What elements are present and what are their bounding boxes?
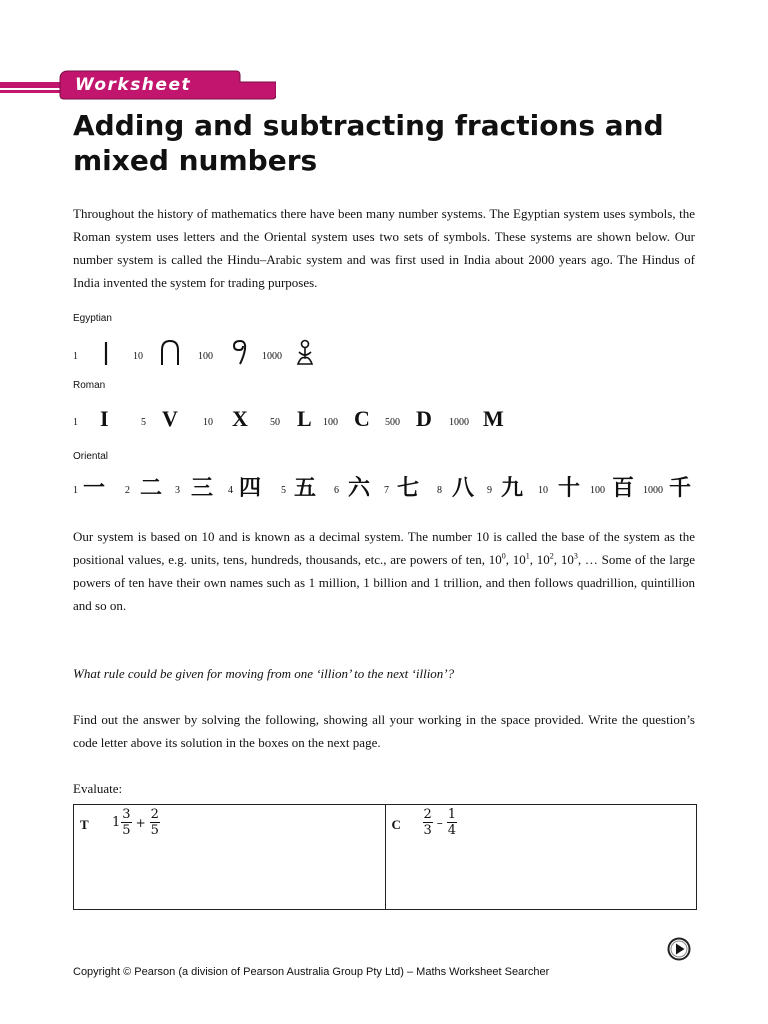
problems-table (73, 804, 697, 910)
evaluate-label: Evaluate: (73, 781, 123, 796)
fraction (121, 807, 131, 838)
oriental-value: 100 (590, 485, 605, 496)
problem-cell-t[interactable] (74, 805, 386, 910)
power-base: 10 (536, 552, 550, 567)
page-title: Adding and subtracting fractions and mixed numbers (73, 109, 664, 177)
oriental-value: 8 (437, 485, 442, 496)
next-page-button[interactable] (667, 937, 691, 961)
oriental-value: 6 (334, 485, 339, 496)
roman-row (73, 392, 723, 432)
numerator: 3 (122, 807, 131, 822)
problem-cell-c[interactable] (385, 805, 697, 910)
intro-paragraph: Throughout the history of mathematics there have been many number systems. The Egyptian system uses symbols, the Roman system uses letters and the Oriental system uses two sets of symbols. These systems are shown below. Our number system is called the Hindu–Arabic system and was first used in India about 2000 years ago. The Hindus of India invented the system for trading purposes. (73, 206, 695, 290)
egyptian-row (73, 326, 723, 366)
oriental-row (73, 460, 723, 500)
problem-expression (112, 807, 161, 838)
oriental-symbol: 八 (452, 476, 475, 501)
oriental-value: 1000 (643, 485, 663, 496)
problem-expression (422, 807, 459, 838)
roman-symbol: M (483, 406, 504, 431)
roman-value: 1000 (449, 417, 469, 428)
roman-symbol: X (232, 406, 248, 431)
oriental-symbol: 千 (669, 476, 692, 501)
oriental-value: 7 (384, 485, 389, 496)
oriental-label: Oriental (73, 451, 109, 462)
ellipsis: … (584, 552, 598, 567)
oriental-value: 10 (538, 485, 548, 496)
oriental-symbol: 六 (348, 476, 371, 501)
denominator: 4 (447, 823, 457, 838)
oriental-symbol: 七 (397, 476, 420, 501)
banner-label: Worksheet (75, 75, 192, 95)
roman-value: 5 (141, 417, 146, 428)
roman-symbol: D (416, 406, 432, 431)
egyptian-value: 1 (73, 351, 78, 362)
oriental-value: 2 (125, 485, 130, 496)
numerator: 2 (423, 807, 432, 822)
heel-bone-icon (159, 338, 181, 366)
power-base: 10 (560, 552, 574, 567)
fraction (150, 807, 160, 838)
decimal-paragraph: Our system is based on 10 and is known as a decimal system. The number 10 is called the base of the system as the positional values, e.g. units, tens, hundreds, thousands, etc., are powers of ten, $10^0$, $10^1$, $10^2$, $10^3$, … Some of the large powers of ten have their own names such as 1 million, 1 billion and 1 trillion, and then follows quadrillion, quintillion and so on. (73, 529, 696, 613)
oriental-value: 3 (175, 485, 180, 496)
egyptian-value: 100 (198, 351, 213, 362)
fraction (423, 807, 433, 838)
copyright-footer: Copyright © Pearson (a division of Pearson Australia Group Pty Ltd) – Maths Worksheet Searcher (73, 966, 550, 978)
worksheet-banner (0, 70, 276, 100)
roman-value: 50 (270, 417, 280, 428)
power-base: 10 (488, 552, 502, 567)
oriental-symbol: 一 (83, 476, 106, 501)
power-exponent: 2 (549, 551, 554, 561)
power-base: 10 (512, 552, 526, 567)
oriental-symbol: 五 (294, 476, 317, 501)
denominator: 5 (122, 823, 131, 838)
oriental-value: 1 (73, 485, 78, 496)
oriental-value: 9 (487, 485, 492, 496)
numerator: 2 (150, 807, 159, 822)
roman-symbol: C (354, 406, 370, 431)
question-text: What rule could be given for moving from one ‘illion’ to the next ‘illion’? (73, 666, 455, 681)
fraction (447, 807, 457, 838)
lotus-icon (295, 338, 315, 366)
coil-of-rope-icon (231, 338, 249, 366)
decimal-text: Our system is based on 10 and is known as a decimal system. The number 10 is called the base of the system as the positional values, e.g. units, tens, hundreds, thousands, etc., are powers of ten, (73, 529, 695, 567)
denominator: 5 (150, 823, 159, 838)
play-arrow-icon (667, 937, 691, 961)
oriental-symbol: 百 (612, 476, 635, 501)
oriental-symbol: 二 (140, 476, 163, 501)
oriental-symbol: 十 (558, 476, 581, 501)
instructions-paragraph: Find out the answer by solving the following, showing all your working in the space provided. Write the question’s code letter above its solution in the boxes on the next page. (73, 712, 695, 750)
oriental-value: 4 (228, 485, 233, 496)
stroke-icon (101, 338, 111, 366)
oriental-symbol: 三 (191, 476, 214, 501)
power-exponent: 0 (501, 551, 506, 561)
roman-label: Roman (73, 380, 106, 391)
oriental-value: 5 (281, 485, 286, 496)
decimal-text-continued: Some of the large powers of ten have their own names such as 1 million, 1 billion and 1 trillion, and then follows quadrillion, quintillion and so on. (73, 552, 696, 613)
roman-value: 100 (323, 417, 338, 428)
operator: – (436, 815, 443, 830)
roman-value: 500 (385, 417, 400, 428)
whole-number: 1 (112, 815, 121, 830)
roman-value: 1 (73, 417, 78, 428)
oriental-symbol: 四 (239, 476, 262, 501)
numerator: 1 (447, 807, 457, 822)
roman-symbol: L (297, 406, 312, 431)
egyptian-value: 10 (133, 351, 143, 362)
oriental-symbol: 九 (501, 476, 524, 501)
roman-symbol: V (162, 406, 178, 431)
roman-symbol: I (100, 406, 109, 431)
egyptian-value: 1000 (262, 351, 282, 362)
power-exponent: 1 (525, 551, 530, 561)
problem-code: C (391, 817, 401, 832)
power-exponent: 3 (573, 551, 578, 561)
operator: + (135, 815, 146, 830)
denominator: 3 (423, 823, 432, 838)
problem-code: T (80, 817, 89, 832)
roman-value: 10 (203, 417, 213, 428)
egyptian-label: Egyptian (73, 313, 112, 324)
